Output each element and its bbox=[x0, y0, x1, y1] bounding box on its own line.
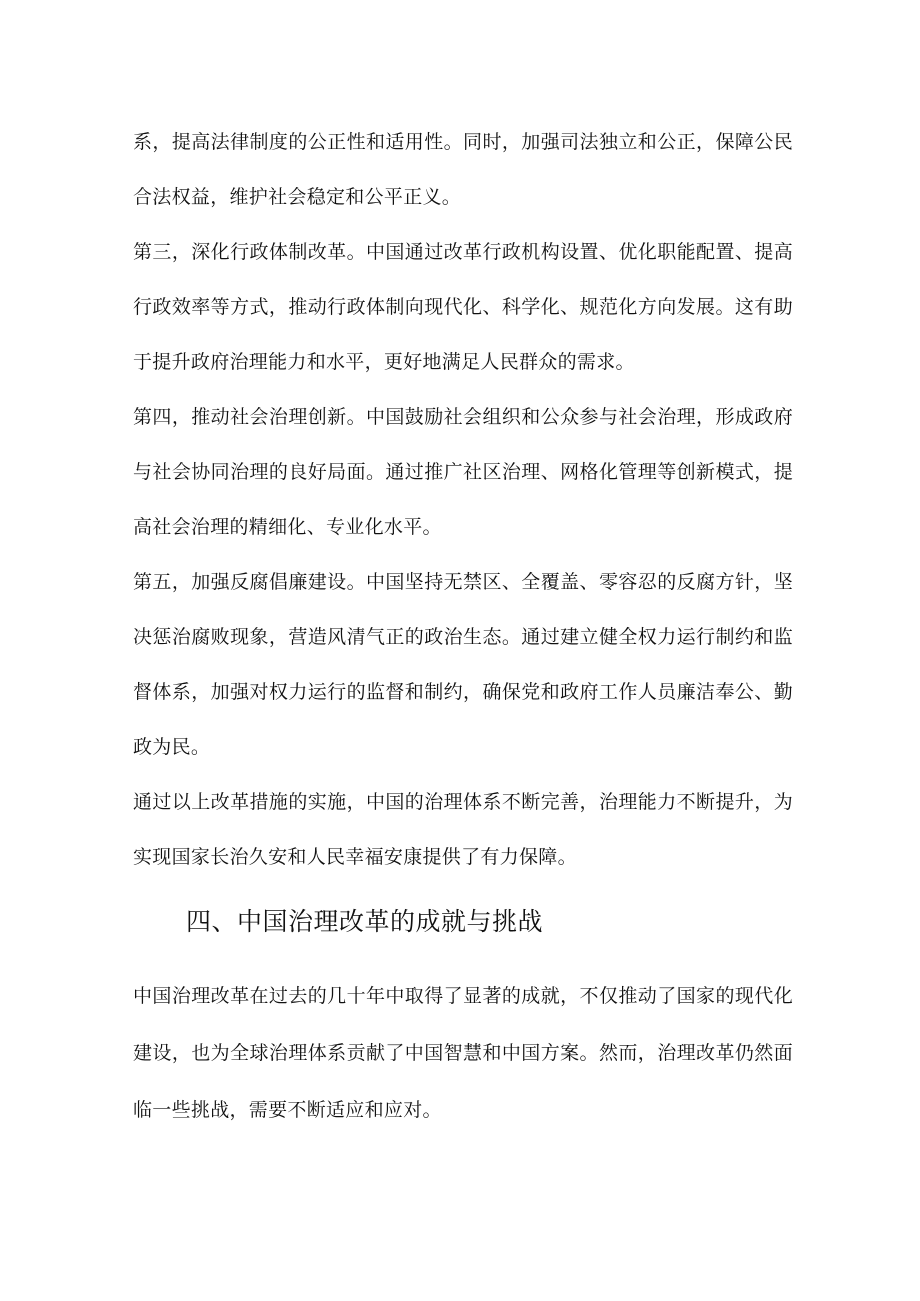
section-heading: 四、中国治理改革的成就与挑战 bbox=[186, 907, 544, 936]
paragraph-social-governance: 第四，推动社会治理创新。中国鼓励社会组织和公众参与社会治理，形成政府与社会协同治理的良好局面。通过推广社区治理、网格化管理等创新模式，提高社会治理的精细化、专业化水平。 bbox=[133, 406, 793, 538]
paragraph-anti-corruption: 第五，加强反腐倡廉建设。中国坚持无禁区、全覆盖、零容忍的反腐方针，坚决惩治腐败现象，营造风清气正的政治生态。通过建立健全权力运行制约和监督体系，加强对权力运行的监督和制约，确保党和政府工作人员廉洁奉公、勤政为民。 bbox=[133, 571, 793, 758]
paragraph-administrative-reform: 第三，深化行政体制改革。中国通过改革行政机构设置、优化职能配置、提高行政效率等方式，推动行政体制向现代化、科学化、规范化方向发展。这有助于提升政府治理能力和水平，更好地满足人民群众的需求。 bbox=[133, 241, 793, 373]
paragraph-summary: 通过以上改革措施的实施，中国的治理体系不断完善，治理能力不断提升，为实现国家长治久安和人民幸福安康提供了有力保障。 bbox=[133, 791, 793, 868]
paragraph-achievements: 中国治理改革在过去的几十年中取得了显著的成就，不仅推动了国家的现代化建设，也为全球治理体系贡献了中国智慧和中国方案。然而，治理改革仍然面临一些挑战，需要不断适应和应对。 bbox=[133, 985, 793, 1121]
paragraph-legal-system: 系，提高法律制度的公正性和适用性。同时，加强司法独立和公正，保障公民合法权益，维护社会稳定和公平正义。 bbox=[133, 131, 793, 208]
